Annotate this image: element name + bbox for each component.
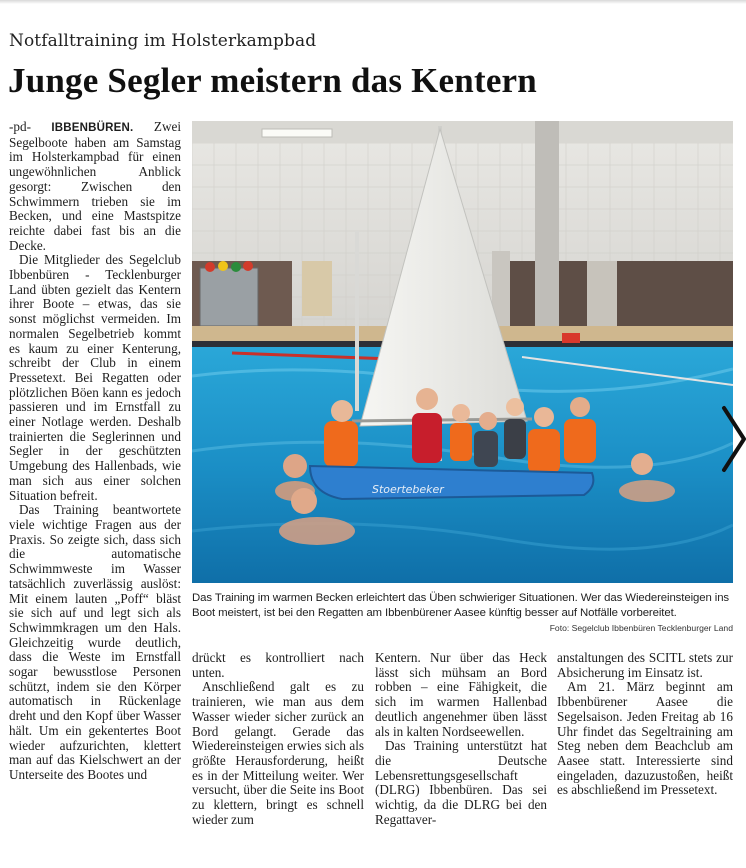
paragraph-capsize-end: drückt es kontrolliert nach unten. — [192, 651, 364, 680]
paragraph-intro-text: Zwei Segelboote haben am Samstag im Holsterkampbad für einen ungewöhnlichen Anblick gesorgt: Zwischen den Schwimmern trieben sie im Becken, und eine Mastspitze reichte dabei fast bis an die Decke. — [9, 120, 181, 253]
paragraph-reboarding: Anschließend galt es zu trainieren, wie man aus dem Wasser wieder sicher zurück an Bord gelangt. Gerade das Wiedereinsteigen erwies sich als größte Herausforderung, heißt es in der Mitteilung weiter. Wer versucht, über die Seite ins Boot zu klettern, bringt es schnell wieder zum — [192, 679, 364, 827]
paragraph-lifejacket: Das Training beantwortete viele wichtige Fragen aus der Praxis. So zeigte sich, dass sich die automatische Schwimmweste im Wasser tatsächlich zuverlässig auslöst: Mit einem lauten „Poff“ bläst sie sich auf und legt sich als Schwimmkragen um den Hals. Gleichzeitig wurde deutlich, dass die Weste im Ernstfall sogar bewusstlose Personen schützt, indem sie den Körper automatisch in Rückenlage dreht und den Kopf über Wasser hält. Um ein gekentertes Boot wieder aufzurichten, klettert man auf das Kielschwert an der Unterseite des Bootes und — [9, 502, 181, 782]
article-column-3 — [375, 651, 547, 831]
chevron-right-icon[interactable] — [718, 404, 746, 474]
page-top-border — [0, 0, 746, 4]
paragraph-club-training: Die Mitglieder des Segelclub Ibbenbüren - Tecklenburger Land übten gezielt das Kentern ihrer Boote – etwas, das sie sonst möglichst vermeiden. Im normalen Segelbetrieb kommt es kaum zu einer Kenterung, schreibt der Club in einem Pressetext. Bei Regatten oder plötzlichen Böen kann es jedoch passieren und im Ernstfall zu einer Notlage werden. Deshalb trainierten die Seglerinnen und Segler in der geschützten Umgebung des Hallenbads, wie man sich aus einer solchen Situation befreit. — [9, 252, 181, 503]
article-column-4 — [557, 651, 733, 831]
boat-lettering: Stoertebeker — [372, 483, 444, 496]
paragraph-stern: Kentern. Nur über das Heck lässt sich mühsam an Bord robben – eine Fähigkeit, die sich im warmen Hallenbad deutlich angenehmer üben lässt als in kalten Nordseewellen. — [375, 651, 547, 739]
photo-credit: Foto: Segelclub Ibbenbüren Tecklenburger Land — [549, 623, 733, 633]
dateline-city: IBBENBÜREN. — [51, 122, 134, 134]
article-photo — [192, 121, 733, 583]
photo-caption: Das Training im warmen Becken erleichtert das Üben schwieriger Situationen. Wer das Wiedereinsteigen ins Boot meistert, ist bei den Regatten am Ibbenbürener Aasee künftig besser auf Notfälle vorbereitet. — [192, 592, 730, 619]
article-headline: Junge Segler meistern das Kentern — [8, 61, 537, 100]
paragraph-dlrg: Das Training unterstützt hat die Deutsche Lebensrettungsgesellschaft (DLRG) Ibbenbüren. Das sei wichtig, da die DLRG bei den Regattaver- — [375, 738, 547, 827]
paragraph-season-start: Am 21. März beginnt am Ibbenbürener Aasee die Segelsaison. Jeden Freitag ab 16 Uhr findet das Segeltraining am Steg neben dem Beachclub am Aasee statt. Interessierte sind eingeladen, dazuzustoßen, heißt es abschließend im Pressetext. — [557, 679, 733, 798]
paragraph-intro — [9, 120, 181, 253]
article-column-2 — [192, 651, 364, 831]
dateline-prefix: -pd- — [9, 120, 52, 134]
paragraph-regatta-end: anstaltungen des SCITL stets zur Absicherung im Einsatz ist. — [557, 651, 733, 680]
article-column-1 — [9, 120, 181, 832]
article-kicker: Notfalltraining im Holsterkampbad — [9, 31, 317, 51]
